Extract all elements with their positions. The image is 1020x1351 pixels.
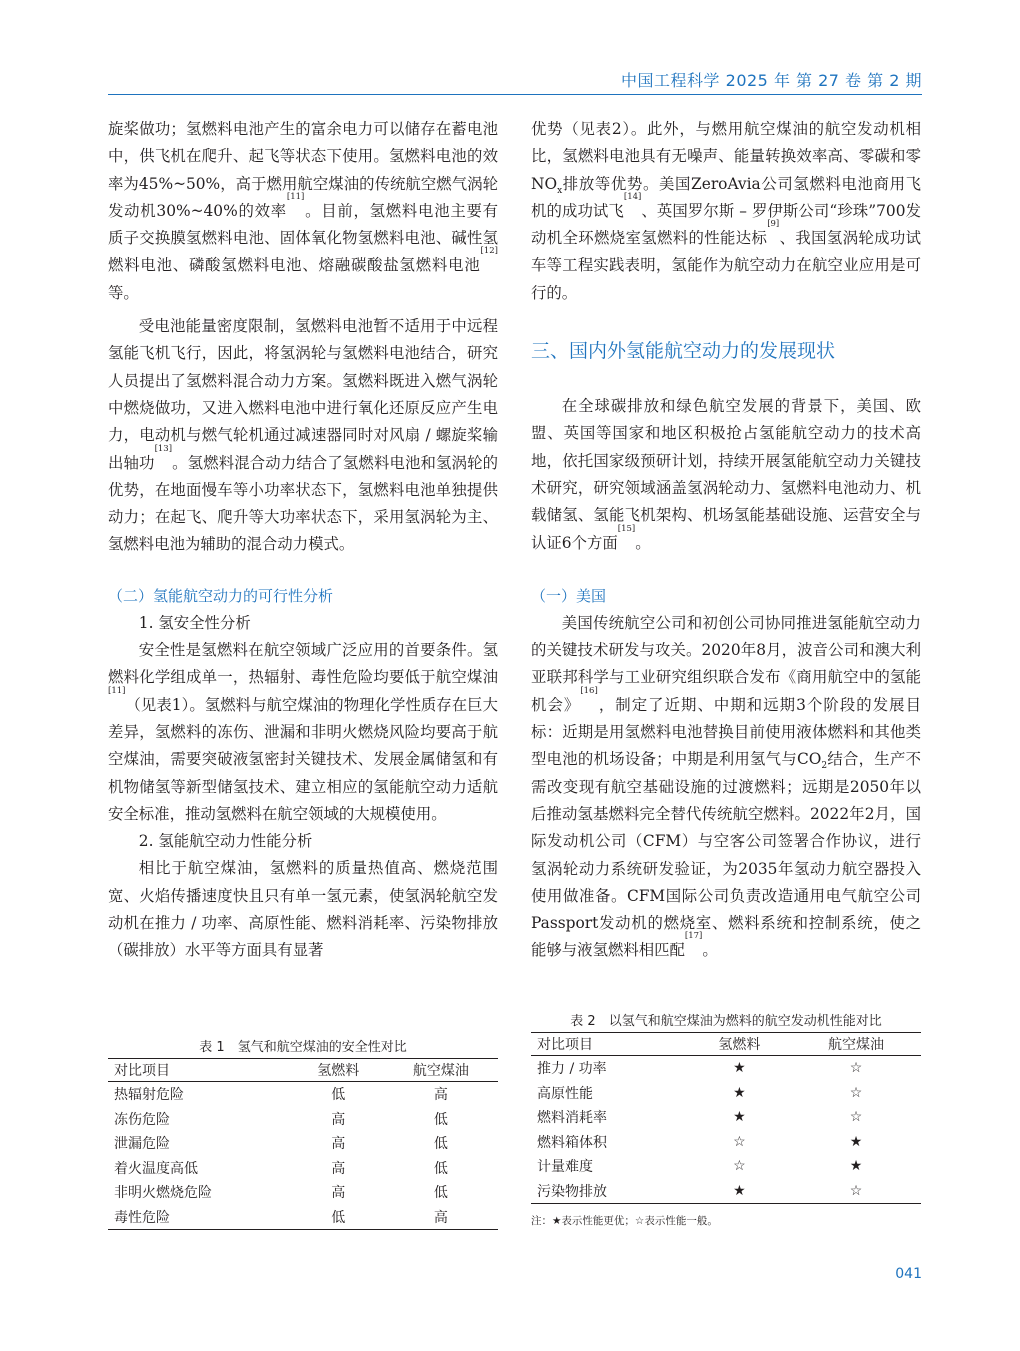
column-header: 对比项目 bbox=[108, 1059, 293, 1082]
rating-star-icon: ★ bbox=[733, 1084, 746, 1101]
column-header: 对比项目 bbox=[531, 1033, 688, 1056]
table-row: 燃料箱体积 ☆ ★ bbox=[531, 1130, 921, 1155]
rating-star-icon: ☆ bbox=[849, 1084, 863, 1101]
column-header: 氢燃料 bbox=[293, 1059, 384, 1082]
table-caption: 表 2 以氢气和航空煤油为燃料的航空发动机性能对比 bbox=[570, 1014, 882, 1029]
rating-star-icon: ☆ bbox=[849, 1060, 863, 1077]
table-row: 热辐射危险 低 高 bbox=[114, 1087, 448, 1104]
paragraph: 在全球碳排放和绿色航空发展的背景下，美国、欧盟、英国等国家和地区积极抢占氢能航空动力的技术高地，依托国家级预研计划，持续开展氢能航空动力关键技术研究，研究领域涵盖氢涡轮动力、氢燃料电池动力、机载储氢、氢能飞机架构、机场氢能基础设施、运营安全与认证6个方面[15]。 bbox=[531, 397, 921, 552]
rating-star-icon: ★ bbox=[688, 1179, 791, 1204]
subsection-heading: 2. 氢能航空动力性能分析 bbox=[138, 832, 313, 851]
table-row: 推力 / 功率 ★ ☆ bbox=[531, 1056, 921, 1081]
table-caption: 表 1 氢气和航空煤油的安全性对比 bbox=[199, 1040, 407, 1055]
subsection-heading: 1. 氢安全性分析 bbox=[138, 613, 251, 632]
table-row: 高原性能 ★ ☆ bbox=[531, 1081, 921, 1106]
table-row: 污染物排放 ★ ☆ bbox=[531, 1179, 921, 1204]
citation: [15] bbox=[617, 523, 636, 534]
right-column bbox=[531, 116, 921, 965]
table-row: 泄漏危险 高 低 bbox=[114, 1136, 448, 1153]
citation: [17] bbox=[684, 931, 703, 942]
page-number: 041 bbox=[895, 1266, 922, 1282]
rating-star-icon: ★ bbox=[733, 1060, 746, 1077]
table-2 bbox=[531, 1012, 921, 1235]
left-column bbox=[108, 116, 498, 965]
rating-star-icon: ☆ bbox=[733, 1158, 746, 1175]
paragraph: 相比于航空煤油，氢燃料的质量热值高、燃烧范围宽、火焰传播速度快且只有单一氢元素，使氢涡轮航空发动机在推力 / 功率、高原性能、燃料消耗率、污染物排放（碳排放）水平等方面具有显著 bbox=[108, 859, 498, 960]
performance-comparison-table bbox=[531, 1032, 921, 1204]
table-note: 注：★表示性能更优；☆表示性能一般。 bbox=[531, 1215, 718, 1227]
rating-star-icon: ★ bbox=[733, 1109, 746, 1126]
citation: [13] bbox=[154, 443, 173, 454]
paragraph: 美国传统航空公司和初创公司协同推进氢能航空动力的关键技术研发与攻关。2020年8月，波音公司和澳大利亚联邦科学与工业研究组织联合发布《商用航空中的氢能机会》[16]，制定了近期、中期和远期3个阶段的发展目标：近期是用氢燃料电池替换目前使用液体燃料和其他类型电池的机场设备；中期是利用氢气与$CO_2$结合，生产不需改变现有航空基础设施的过渡燃料；远期是2050年以后推动氢基燃料完全替代传统航空燃料。2022年2月，国际发动机公司（CFM）与空客公司签署合作协议，进行氢涡轮动力系统研发验证，为2035年氢动力航空器投入使用做准备。CFM国际公司负责改造通用电气航空公司Passport发动机的燃烧室、燃料系统和控制系统，使之能够与液氢燃料相匹配[17]。 bbox=[531, 613, 921, 960]
paragraph: 优势（见表2）。此外，与燃用航空煤油的航空发动机相比，氢燃料电池具有无噪声、能量转换效率高、零碳和零$NO_x$排放等优势。美国ZeroAvia公司氢燃料电池商用飞机的成功试飞[14]、英国罗尔斯 – 罗伊斯公司“珍珠”700发动机全环燃烧室氢燃料的性能达标[9]、我国氢涡轮成功试车等工程实践表明，氢能作为航空动力在航空业应用是可行的。 bbox=[531, 120, 921, 302]
rating-star-icon: ★ bbox=[849, 1133, 863, 1150]
section-heading: （一）美国 bbox=[531, 586, 607, 605]
table-1 bbox=[108, 1038, 498, 1230]
rating-star-icon: ☆ bbox=[849, 1109, 863, 1126]
citation: [11] bbox=[286, 191, 305, 202]
citation: [14] bbox=[623, 191, 642, 202]
rating-star-icon: ★ bbox=[849, 1158, 863, 1175]
table-row: 毒性危险 低 高 bbox=[108, 1205, 498, 1230]
table-row: 计量难度 ☆ ★ bbox=[531, 1154, 921, 1179]
table-row: 着火温度高低 高 低 bbox=[114, 1160, 448, 1177]
column-header: 航空煤油 bbox=[791, 1033, 921, 1056]
column-header: 氢燃料 bbox=[688, 1033, 791, 1056]
column-header: 航空煤油 bbox=[384, 1059, 498, 1082]
table-row: 冻伤危险 高 低 bbox=[114, 1111, 448, 1128]
citation: [16] bbox=[580, 685, 598, 696]
citation: [9] bbox=[767, 219, 780, 230]
section-heading: （二）氢能航空动力的可行性分析 bbox=[108, 586, 334, 605]
paragraph: 旋桨做功；氢燃料电池产生的富余电力可以储存在蓄电池中，供飞机在爬升、起飞等状态下使用。氢燃料电池的效率为45%~50%，高于燃用航空煤油的传统航空燃气涡轮发动机30%~40%的效率[11]。目前，氢燃料电池主要有质子交换膜氢燃料电池、固体氧化物氢燃料电池、碱性氢燃料电池、磷酸氢燃料电池、熔融碳酸盐氢燃料电池[12]等。 bbox=[108, 120, 498, 302]
citation: [12] bbox=[480, 246, 498, 257]
journal-title: 中国工程科学 2025 年 第 27 卷 第 2 期 bbox=[621, 71, 922, 90]
section-heading: 三、国内外氢能航空动力的发展现状 bbox=[531, 340, 836, 363]
citation: [11] bbox=[108, 685, 126, 696]
rating-star-icon: ☆ bbox=[791, 1179, 921, 1204]
running-header bbox=[108, 68, 922, 95]
table-row: 非明火燃烧危险 高 低 bbox=[114, 1185, 448, 1202]
table-row: 燃料消耗率 ★ ☆ bbox=[531, 1105, 921, 1130]
paragraph: 受电池能量密度限制，氢燃料电池暂不适用于中远程氢能飞机飞行，因此，将氢涡轮与氢燃料电池结合，研究人员提出了氢燃料混合动力方案。氢燃料既进入燃气涡轮中燃烧做功，又进入燃料电池中进行氧化还原反应产生电力，电动机与燃气轮机通过减速器同时对风扇 / 螺旋桨输出轴功[13]。氢燃料混合动力结合了氢燃料电池和氢涡轮的优势，在地面慢车等小功率状态下，氢燃料电池单独提供动力；在起飞、爬升等大功率状态下，采用氢涡轮为主、氢燃料电池为辅助的混合动力模式。 bbox=[108, 317, 498, 554]
paragraph: 安全性是氢燃料在航空领域广泛应用的首要条件。氢燃料化学组成单一，热辐射、毒性危险均要低于航空煤油[11]（见表1）。氢燃料与航空煤油的物理化学性质存在巨大差异，氢燃料的冻伤、泄漏和非明火燃烧风险均要高于航空煤油，需要突破液氢密封关键技术、发展金属储氢和有机物储氢等新型储氢技术、建立相应的氢能航空动力适航安全标准，推动氢燃料在航空领域的大规模使用。 bbox=[108, 641, 498, 823]
rating-star-icon: ☆ bbox=[733, 1133, 746, 1150]
safety-comparison-table bbox=[108, 1058, 498, 1230]
